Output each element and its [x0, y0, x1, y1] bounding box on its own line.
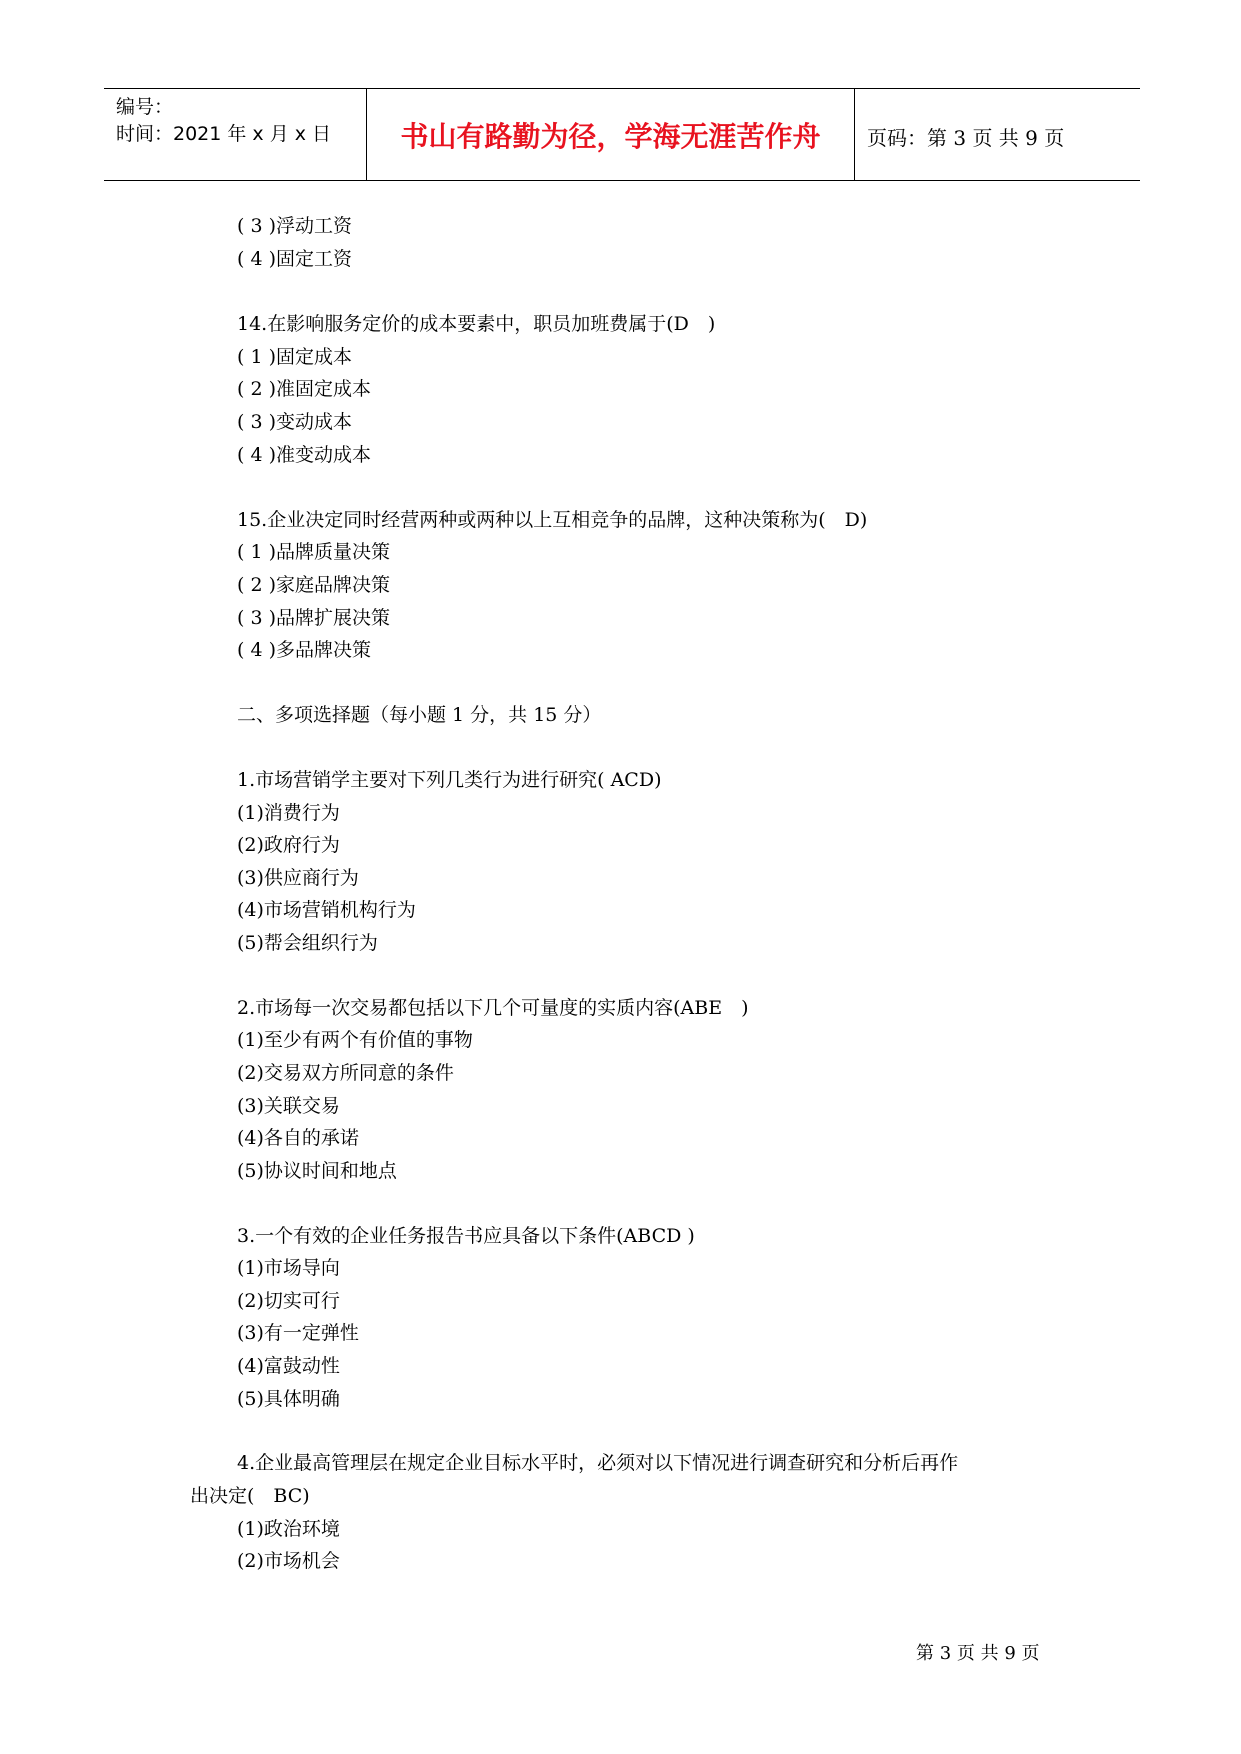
option-line: (4)富鼓动性: [237, 1355, 340, 1377]
option-line: ( 2 )准固定成本: [237, 378, 371, 400]
option-line: ( 3 )浮动工资: [237, 215, 352, 237]
page-footer-number: 第 3 页 共 9 页: [916, 1643, 1040, 1664]
option-line: (4)市场营销机构行为: [237, 899, 416, 921]
question-line: 1.市场营销学主要对下列几类行为进行研究( ACD): [237, 769, 662, 791]
question-line: 15.企业决定同时经营两种或两种以上互相竞争的品牌，这种决策称为( D): [237, 509, 868, 531]
option-line: (5)帮会组织行为: [237, 932, 378, 954]
option-line: (3)关联交易: [237, 1095, 340, 1117]
option-line: (3)供应商行为: [237, 867, 359, 889]
document-time-label: 时间：2021 年 x 月 x 日: [116, 123, 332, 145]
option-line: (2)切实可行: [237, 1290, 340, 1312]
option-line: (5)协议时间和地点: [237, 1160, 397, 1182]
option-line: ( 1 )品牌质量决策: [237, 541, 390, 563]
option-line: (5)具体明确: [237, 1388, 340, 1410]
header-motto-cell: [367, 89, 855, 180]
option-line: (2)政府行为: [237, 834, 340, 856]
question-line-continuation: 出决定( BC): [190, 1485, 310, 1507]
header-motto: 书山有路勤为径，学海无涯苦作舟: [400, 120, 821, 153]
option-line: ( 4 )准变动成本: [237, 444, 371, 466]
header-page-number: 页码：第 3 页 共 9 页: [867, 126, 1065, 150]
header-page-cell: [855, 89, 1140, 180]
option-line: ( 1 )固定成本: [237, 346, 352, 368]
document-number-label: 编号：: [116, 96, 174, 118]
page-header: [104, 88, 1140, 181]
option-line: ( 4 )固定工资: [237, 248, 352, 270]
option-line: (4)各自的承诺: [237, 1127, 359, 1149]
option-line: (1)至少有两个有价值的事物: [237, 1029, 473, 1051]
option-line: ( 3 )品牌扩展决策: [237, 607, 390, 629]
question-line: 4.企业最高管理层在规定企业目标水平时，必须对以下情况进行调查研究和分析后再作: [237, 1452, 959, 1474]
option-line: ( 4 )多品牌决策: [237, 639, 371, 661]
section-heading: 二、多项选择题（每小题 1 分，共 15 分）: [237, 704, 602, 726]
option-line: (3)有一定弹性: [237, 1322, 359, 1344]
option-line: (1)市场导向: [237, 1257, 340, 1279]
question-line: 2.市场每一次交易都包括以下几个可量度的实质内容(ABE ): [237, 997, 749, 1019]
option-line: (2)交易双方所同意的条件: [237, 1062, 454, 1084]
header-info-cell: [104, 89, 367, 180]
option-line: (2)市场机会: [237, 1550, 340, 1572]
question-line: 14.在影响服务定价的成本要素中，职员加班费属于(D ): [237, 313, 716, 335]
option-line: (1)消费行为: [237, 802, 340, 824]
option-line: ( 2 )家庭品牌决策: [237, 574, 390, 596]
question-line: 3.一个有效的企业任务报告书应具备以下条件(ABCD ): [237, 1225, 695, 1247]
option-line: ( 3 )变动成本: [237, 411, 352, 433]
option-line: (1)政治环境: [237, 1518, 340, 1540]
